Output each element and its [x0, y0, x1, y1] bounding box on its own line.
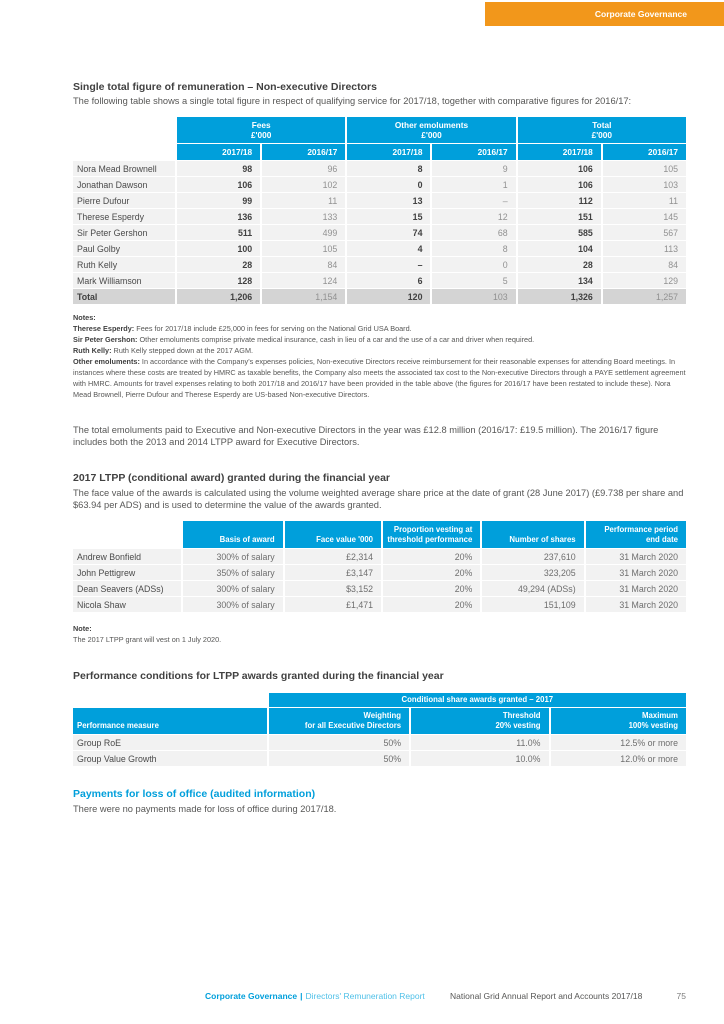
header-spacer	[73, 117, 175, 143]
cell-value: 499	[262, 225, 345, 240]
cell-value: 31 March 2020	[586, 581, 686, 596]
section4-heading: Payments for loss of office (audited information)	[73, 788, 316, 801]
section2-intro: The face value of the awards is calculated using the volume weighted average share price at the date of grant (28 June 2017) (£9.738 per share and $63.94 per ADS) and is used to determine the value of the awards granted.	[73, 487, 684, 510]
cell-value: 74	[347, 225, 430, 240]
table-row	[73, 735, 686, 750]
cell-value: 11.0%	[411, 735, 548, 750]
cell-value: 511	[177, 225, 260, 240]
row-label: Andrew Bonfield	[73, 549, 181, 564]
cell-value: 104	[518, 241, 601, 256]
col-header-performance-measure: Performance measure	[73, 708, 267, 734]
cell-value: 13	[347, 193, 430, 208]
cell-value: 105	[262, 241, 345, 256]
total-emoluments-paragraph: The total emoluments paid to Executive and Non-executive Directors in the year was £12.8 million (2016/17: £19.5 million). The 2016/17 figure includes both the 2013 and 2014 LTPP award for Executive Directors.	[73, 424, 659, 448]
cell-value: 20%	[383, 549, 480, 564]
cell-value: 10.0%	[411, 751, 548, 766]
year-header: 2016/17	[262, 144, 345, 160]
performance-table-header	[73, 693, 686, 734]
notes-block	[73, 313, 688, 401]
remuneration-table-header	[73, 117, 686, 160]
table-row	[73, 289, 686, 304]
breadcrumb	[205, 991, 425, 1001]
group-header-total: Total £'000	[518, 117, 686, 143]
section-banner-label: Corporate Governance	[594, 9, 687, 19]
ltpp-note-block	[73, 624, 688, 646]
cell-value: 4	[347, 241, 430, 256]
cell-value: 120	[347, 289, 430, 304]
cell-value: £2,314	[285, 549, 381, 564]
cell-value: 31 March 2020	[586, 597, 686, 612]
cell-value: 1,257	[603, 289, 686, 304]
remuneration-table	[71, 116, 688, 305]
cell-value: 96	[262, 161, 345, 176]
row-label: Nicola Shaw	[73, 597, 181, 612]
cell-value: 300% of salary	[183, 597, 282, 612]
cell-value: 1,206	[177, 289, 260, 304]
table-row	[73, 257, 686, 272]
note-line: The 2017 LTPP grant will vest on 1 July 2020.	[73, 635, 222, 645]
cell-value: 112	[518, 193, 601, 208]
cell-value: 84	[603, 257, 686, 272]
year-header: 2017/18	[518, 144, 601, 160]
cell-value: £3,147	[285, 565, 381, 580]
note-line: Other emoluments: In accordance with the Company's expenses policies, Non-executive Directors receive reimbursement for their reasonable expenses for attending Board meetings. In instances where these costs are treated by HMRC as taxable benefits, the Company also meets the associated tax cost to the Non-executive Directors through a PAYE settlement agreement with HMRC. Amounts for travel expenses relating to both 2017/18 and 2016/17 have been provided in the table above (the figures for 2016/17 have been restated to include these). Nora Mead Brownell, Pierre Dufour and Therese Esperdy are US-based Non-executive Directors.	[73, 357, 686, 399]
cell-value: 11	[603, 193, 686, 208]
row-label: Ruth Kelly	[73, 257, 175, 272]
cell-value: 9	[432, 161, 515, 176]
notes-title: Notes:	[73, 313, 96, 323]
cell-value: 15	[347, 209, 430, 224]
cell-value: 50%	[269, 735, 409, 750]
row-label: Dean Seavers (ADSs)	[73, 581, 181, 596]
cell-value: 237,610	[482, 549, 583, 564]
breadcrumb-separator: |	[300, 991, 303, 1001]
row-label: Group RoE	[73, 735, 267, 750]
cell-value: £1,471	[285, 597, 381, 612]
cell-value: 102	[262, 177, 345, 192]
table-row	[73, 549, 686, 564]
row-label: John Pettigrew	[73, 565, 181, 580]
cell-value: 124	[262, 273, 345, 288]
row-label: Total	[73, 289, 175, 304]
section-banner	[485, 2, 724, 26]
cell-value: –	[432, 193, 515, 208]
cell-value: 145	[603, 209, 686, 224]
note-line: Sir Peter Gershon: Other emoluments comprise private medical insurance, cash in lieu of a car and the use of a car and driver when required.	[73, 335, 535, 345]
cell-value: 12.0% or more	[551, 751, 686, 766]
year-header: 2017/18	[347, 144, 430, 160]
col-header-performance-period: Performance period end date	[586, 521, 686, 548]
section1-heading: Single total figure of remuneration – Non-executive Directors	[73, 81, 377, 93]
cell-value: 106	[518, 161, 601, 176]
cell-value: 20%	[383, 565, 480, 580]
table-row	[73, 581, 686, 596]
cell-value: 106	[177, 177, 260, 192]
table-row	[73, 161, 686, 176]
cell-value: $3,152	[285, 581, 381, 596]
cell-value: 300% of salary	[183, 549, 282, 564]
span-header-conditional-awards: Conditional share awards granted – 2017	[269, 693, 686, 707]
cell-value: 12	[432, 209, 515, 224]
note-title: Note:	[73, 624, 92, 634]
table-row	[73, 193, 686, 208]
page-content	[73, 81, 688, 815]
row-label: Pierre Dufour	[73, 193, 175, 208]
cell-value: 133	[262, 209, 345, 224]
cell-value: 99	[177, 193, 260, 208]
col-header-basis-of-award: Basis of award	[183, 521, 282, 548]
table-row	[73, 225, 686, 240]
note-line: Ruth Kelly: Ruth Kelly stepped down at the 2017 AGM.	[73, 346, 254, 356]
cell-value: 1,154	[262, 289, 345, 304]
row-label: Therese Esperdy	[73, 209, 175, 224]
row-label: Paul Golby	[73, 241, 175, 256]
section4-text: There were no payments made for loss of office during 2017/18.	[73, 803, 337, 814]
cell-value: 28	[518, 257, 601, 272]
ltpp-table-header	[73, 521, 686, 548]
cell-value: 567	[603, 225, 686, 240]
year-header: 2016/17	[432, 144, 515, 160]
header-spacer	[73, 521, 181, 548]
cell-value: 105	[603, 161, 686, 176]
row-label: Group Value Growth	[73, 751, 267, 766]
year-header: 2016/17	[603, 144, 686, 160]
row-label: Sir Peter Gershon	[73, 225, 175, 240]
col-header-weighting: Weighting for all Executive Directors	[269, 708, 409, 734]
row-label: Mark Williamson	[73, 273, 175, 288]
performance-conditions-table	[71, 692, 688, 767]
header-spacer	[73, 693, 267, 707]
col-header-number-of-shares: Number of shares	[482, 521, 583, 548]
cell-value: 1	[432, 177, 515, 192]
cell-value: 11	[262, 193, 345, 208]
breadcrumb-section: Corporate Governance	[205, 991, 298, 1001]
cell-value: 31 March 2020	[586, 549, 686, 564]
cell-value: 28	[177, 257, 260, 272]
cell-value: 0	[432, 257, 515, 272]
cell-value: 323,205	[482, 565, 583, 580]
table-row	[73, 273, 686, 288]
section1-intro: The following table shows a single total figure in respect of qualifying service for 2017/18, together with comparative figures for 2016/17:	[73, 96, 632, 107]
section3-heading: Performance conditions for LTPP awards granted during the financial year	[73, 669, 444, 682]
cell-value: 12.5% or more	[551, 735, 686, 750]
cell-value: 300% of salary	[183, 581, 282, 596]
cell-value: 350% of salary	[183, 565, 282, 580]
header-spacer	[73, 144, 175, 160]
section2-heading: 2017 LTPP (conditional award) granted during the financial year	[73, 472, 391, 485]
cell-value: 84	[262, 257, 345, 272]
group-header-other-emoluments: Other emoluments £'000	[347, 117, 515, 143]
ltpp-awards-table	[71, 520, 688, 613]
cell-value: 8	[432, 241, 515, 256]
cell-value: 68	[432, 225, 515, 240]
remuneration-table-body	[73, 161, 686, 288]
page-footer	[0, 991, 724, 1005]
row-label: Nora Mead Brownell	[73, 161, 175, 176]
cell-value: 1,326	[518, 289, 601, 304]
cell-value: 31 March 2020	[586, 565, 686, 580]
cell-value: –	[347, 257, 430, 272]
breadcrumb-subsection: Directors' Remuneration Report	[305, 991, 425, 1001]
performance-table-body	[73, 735, 686, 766]
col-header-proportion-vesting: Proportion vesting at threshold performance	[383, 521, 480, 548]
cell-value: 0	[347, 177, 430, 192]
cell-value: 129	[603, 273, 686, 288]
cell-value: 136	[177, 209, 260, 224]
cell-value: 128	[177, 273, 260, 288]
cell-value: 50%	[269, 751, 409, 766]
cell-value: 151	[518, 209, 601, 224]
cell-value: 98	[177, 161, 260, 176]
cell-value: 103	[603, 177, 686, 192]
cell-value: 8	[347, 161, 430, 176]
cell-value: 113	[603, 241, 686, 256]
table-row	[73, 209, 686, 224]
table-row	[73, 597, 686, 612]
cell-value: 103	[432, 289, 515, 304]
page-number: 75	[676, 991, 686, 1001]
table-row	[73, 565, 686, 580]
cell-value: 49,294 (ADSs)	[482, 581, 583, 596]
remuneration-table-total	[73, 289, 686, 304]
cell-value: 100	[177, 241, 260, 256]
table-row	[73, 751, 686, 766]
cell-value: 6	[347, 273, 430, 288]
col-header-face-value: Face value '000	[285, 521, 381, 548]
table-row	[73, 241, 686, 256]
ltpp-table-body	[73, 549, 686, 612]
cell-value: 20%	[383, 581, 480, 596]
cell-value: 585	[518, 225, 601, 240]
cell-value: 134	[518, 273, 601, 288]
cell-value: 20%	[383, 597, 480, 612]
cell-value: 5	[432, 273, 515, 288]
report-title: National Grid Annual Report and Accounts 2017/18	[450, 991, 643, 1001]
row-label: Jonathan Dawson	[73, 177, 175, 192]
col-header-threshold: Threshold 20% vesting	[411, 708, 548, 734]
note-line: Therese Esperdy: Fees for 2017/18 include £25,000 in fees for serving on the National Grid USA Board.	[73, 324, 412, 334]
cell-value: 151,109	[482, 597, 583, 612]
table-row	[73, 177, 686, 192]
cell-value: 106	[518, 177, 601, 192]
group-header-fees: Fees £'000	[177, 117, 345, 143]
col-header-maximum: Maximum 100% vesting	[551, 708, 686, 734]
year-header: 2017/18	[177, 144, 260, 160]
